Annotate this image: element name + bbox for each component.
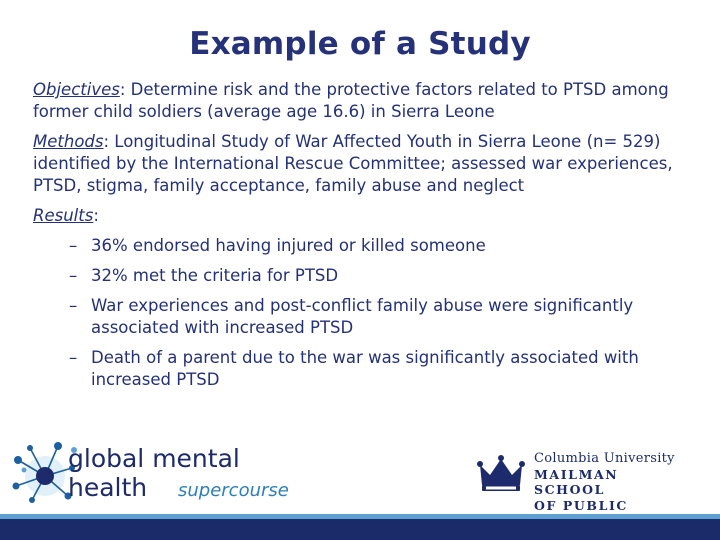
results-item-text: 36% endorsed having injured or killed someone: [91, 236, 486, 255]
results-item-text: Death of a parent due to the war was significantly associated with increased PTSD: [91, 348, 639, 389]
results-suffix: :: [93, 206, 99, 225]
results-item: [69, 235, 693, 257]
public-health: OF PUBLIC: [534, 497, 628, 513]
columbia-mailman-logo: [476, 451, 691, 513]
results-list: [33, 235, 693, 391]
columbia-crown-icon: [476, 455, 526, 495]
methods-paragraph: [33, 131, 693, 197]
footer-bar-dark: [0, 519, 720, 540]
logo-text-sub: supercourse: [178, 480, 289, 501]
results-item: [69, 347, 693, 391]
methods-label: Methods: [33, 132, 104, 151]
objectives-label: Objectives: [33, 80, 120, 99]
results-item: [69, 265, 693, 287]
results-item-text: War experiences and post-conflict family abuse were significantly associated with increased PTSD: [91, 296, 634, 337]
methods-text: : Longitudinal Study of War Affected Youth in Sierra Leone (n= 529) identified by the International Rescue Committee; assessed war experiences, PTSD, stigma, family acceptance, family abuse and neglect: [33, 132, 673, 195]
results-item-text: 32% met the criteria for PTSD: [91, 266, 339, 285]
dash-bullet: –: [69, 348, 78, 367]
results-label: Results: [33, 206, 94, 225]
objectives-text: : Determine risk and the protective factors related to PTSD among former child soldiers (average age 16.6) in Sierra Leone: [33, 80, 669, 121]
columbia-name: Columbia University: [534, 451, 675, 466]
results-item: [69, 295, 693, 339]
objectives-paragraph: [33, 79, 693, 123]
slide-content: [33, 79, 693, 399]
slide-title: Example of a Study: [189, 26, 531, 62]
results-section: [33, 205, 693, 391]
logo-text-main: global mental health: [68, 444, 240, 502]
dash-bullet: –: [69, 266, 78, 285]
dash-bullet: –: [69, 296, 78, 315]
dash-bullet: –: [69, 236, 78, 255]
mailman-school: MAILMAN SCHOOL: [534, 466, 619, 497]
global-mental-health-logo: [10, 438, 310, 510]
